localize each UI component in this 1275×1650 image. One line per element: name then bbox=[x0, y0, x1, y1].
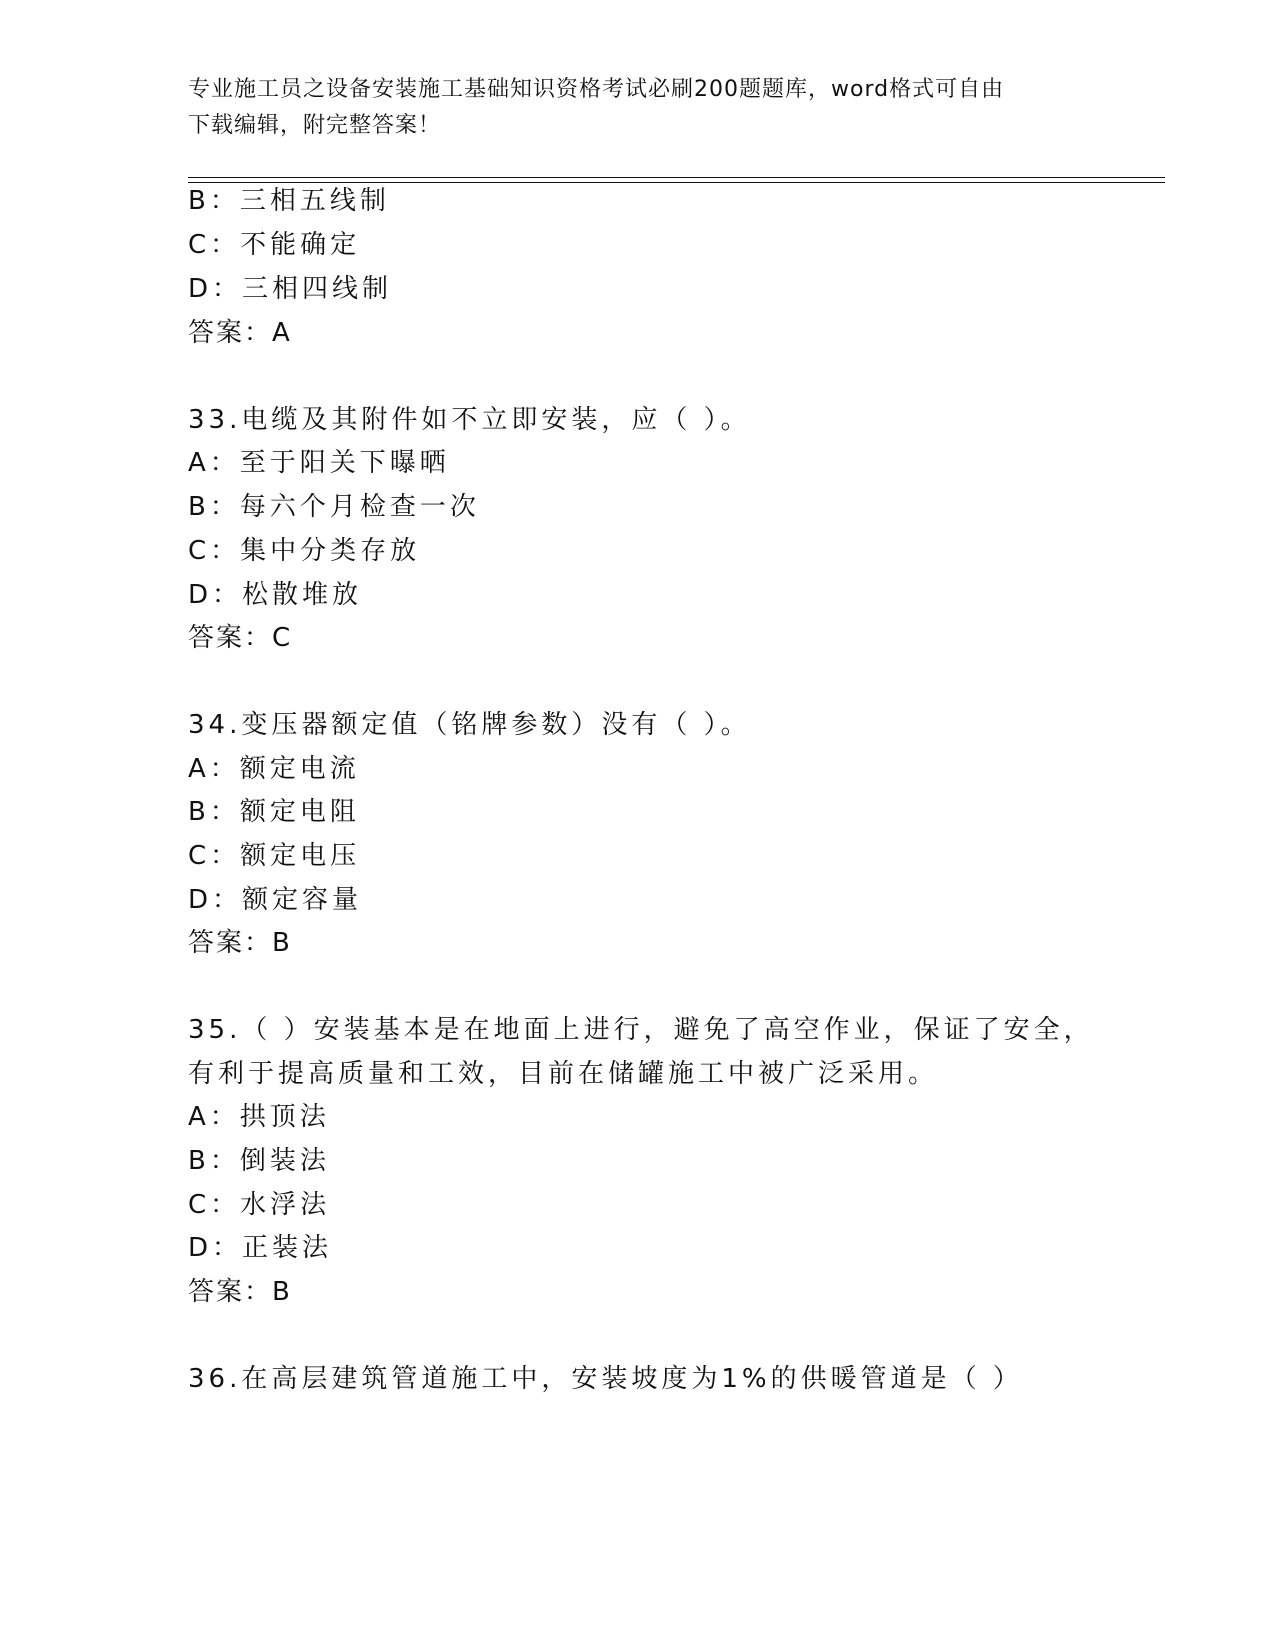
q35-option-c: C：水浮法 bbox=[188, 1190, 331, 1220]
document-header bbox=[188, 72, 1068, 144]
q32-option-c: C：不能确定 bbox=[188, 230, 361, 260]
q36-stem: 36.在高层建筑管道施工中，安装坡度为1%的供暖管道是（ ） bbox=[188, 1364, 1023, 1394]
q35-option-d: D：正装法 bbox=[188, 1233, 333, 1263]
q35-stem-line-1: 35.（ ）安装基本是在地面上进行，避免了高空作业，保证了安全， bbox=[188, 1015, 1094, 1045]
q32-option-d: D：三相四线制 bbox=[188, 274, 393, 304]
q32-option-b: B：三相五线制 bbox=[188, 186, 390, 216]
q33-option-d: D：松散堆放 bbox=[188, 580, 363, 610]
q32-answer: 答案：A bbox=[188, 318, 292, 348]
q34-option-c: C：额定电压 bbox=[188, 841, 361, 871]
q34-option-d: D：额定容量 bbox=[188, 885, 363, 915]
q34-option-a: A：额定电流 bbox=[188, 754, 360, 784]
q34-option-b: B：额定电阻 bbox=[188, 797, 360, 827]
q33-option-b: B：每六个月检查一次 bbox=[188, 492, 480, 522]
q33-option-c: C：集中分类存放 bbox=[188, 536, 421, 566]
q34-answer: 答案：B bbox=[188, 928, 292, 958]
q35-option-b: B：倒装法 bbox=[188, 1146, 330, 1176]
q35-option-a: A：拱顶法 bbox=[188, 1102, 330, 1132]
q33-answer: 答案：C bbox=[188, 623, 293, 653]
q33-stem: 33.电缆及其附件如不立即安装，应（ ）。 bbox=[188, 405, 751, 435]
header-line-2: 下载编辑，附完整答案！ bbox=[188, 113, 442, 138]
q33-option-a: A：至于阳关下曝晒 bbox=[188, 448, 450, 478]
header-line-1: 专业施工员之设备安装施工基础知识资格考试必刷200题题库，word格式可自由 bbox=[188, 77, 1005, 102]
q35-answer: 答案：B bbox=[188, 1277, 292, 1307]
header-divider-top bbox=[188, 177, 1165, 178]
q34-stem: 34.变压器额定值（铭牌参数）没有（ ）。 bbox=[188, 710, 751, 740]
header-divider-bottom bbox=[188, 182, 1165, 183]
q35-stem-line-2: 有利于提高质量和工效，目前在储罐施工中被广泛采用。 bbox=[188, 1059, 939, 1089]
